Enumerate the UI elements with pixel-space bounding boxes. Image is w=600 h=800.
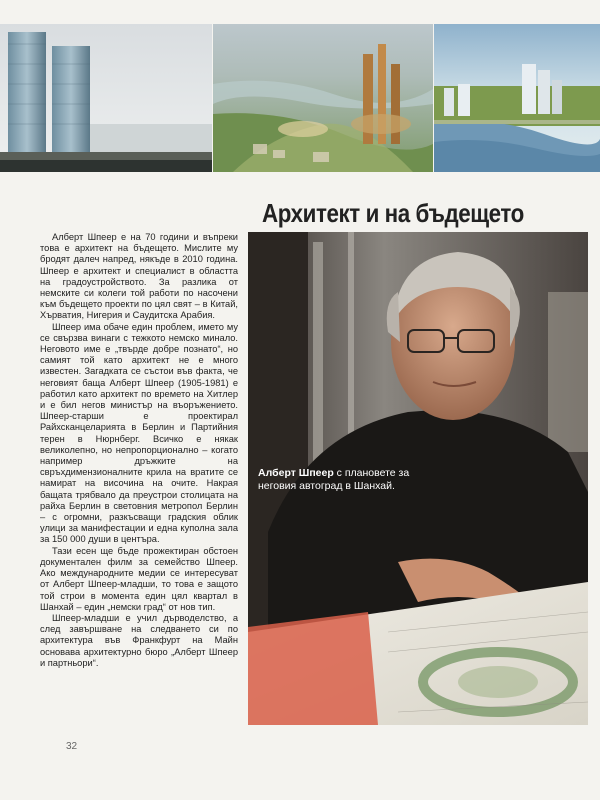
article-paragraph: Алберт Шпеер е на 70 години и въпреки това е архитект на бъдещето. Мислите му бродят далеч напред, някъде в 2010 година. Шпеер е архитект и специалист в областта на градоустройството. За разлика от немските си колеги той работи по насочени към бъдещето проекти по цял свят – в Китай, Хърватия, Нигерия и Саудитска Арабия. [40, 232, 238, 321]
river-towers-rendering-photo [434, 24, 600, 172]
photo-caption [258, 467, 448, 493]
caption-text: с плановете за неговия автоград в Шанхай. [258, 467, 410, 492]
article-paragraph: Шпеер има обаче един проблем, името му се свързва винаги с тежкото немско минало. Неговото име е „твърде добре познато“, но самият той като архитект не е много известен. Загадката се състои във факта, че неговият баща Алберт Шпеер (1905-1981) е работил като архитект по времето на Хитлер и е бил негов министър на въоръжението. Шпеер-старши е проектирал Райхсканцеларията в Берлин и Партийния терен в Нюрнберг. Всичко е някак великолепно, но непропорционално – когато например дръжките на свръхдимензионалните крила на вратите се намират на височина на очите. Накрая бащата трябвало да преустрои столицата на райха Берлин в световния метропол Берлин – с огромни, разкъсващи градския облик улици за манифестации и една куполна зала за 150 000 души в центъра. [40, 321, 238, 545]
photo-strip [0, 24, 600, 172]
caption-name: Алберт Шпеер [258, 467, 334, 479]
article-paragraph: Шпеер-младши е учил дърводелство, а след завършване на следването си по архитектура във Франкфурт на Майн основава архитектурно бюро „Алберт Шпеер и партньори“. [40, 612, 238, 668]
page-number: 32 [66, 741, 78, 752]
article-headline: Архитект и на бъдещето [262, 198, 524, 228]
article-paragraph: Тази есен ще бъде прожектиран обстоен документален филм за семейство Шпеер. Ако международните медии се интересуват от Алберт Шпеер-младши, то това е защото той строи в момента един цял квартал в Шанхай – един „немски град“ от нов тип. [40, 545, 238, 612]
skyscraper-rendering-photo [0, 24, 212, 172]
article-body [40, 232, 238, 669]
aerial-city-rendering-photo [213, 24, 433, 172]
